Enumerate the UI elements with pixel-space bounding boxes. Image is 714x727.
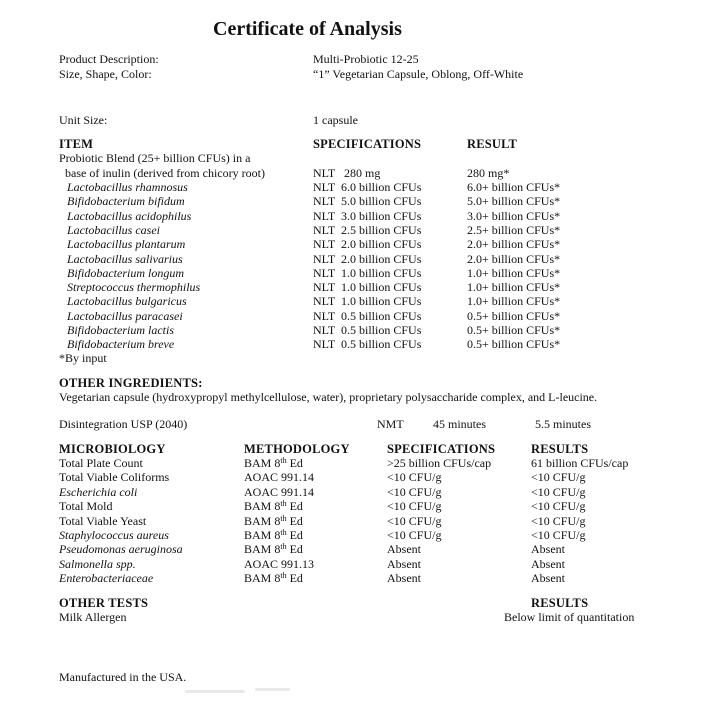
other-tests-results-header: RESULTS	[531, 596, 589, 610]
micro-test-name: Enterobacteriaceae	[59, 571, 154, 585]
edition-superscript: th	[280, 499, 287, 508]
unit-size-label: Unit Size:	[59, 113, 108, 127]
strain-specification: NLT 2.5 billion CFUs	[313, 223, 422, 237]
scan-smudge	[185, 690, 245, 693]
edition-suffix: Ed	[286, 456, 303, 470]
blend-description-line2: base of inulin (derived from chicory root)	[65, 166, 265, 180]
micro-test-name: Escherichia coli	[59, 485, 138, 499]
unit-size-value: 1 capsule	[313, 113, 358, 127]
micro-result: 61 billion CFUs/cap	[531, 456, 629, 470]
methodology-name: AOAC 991.14	[244, 470, 315, 484]
item-column-header: ITEM	[59, 137, 94, 151]
edition-suffix: Ed	[286, 571, 303, 585]
strain-specification: NLT 0.5 billion CFUs	[313, 309, 422, 323]
strain-specification: NLT 1.0 billion CFUs	[313, 280, 422, 294]
micro-test-name: Salmonella spp.	[59, 557, 136, 571]
edition-superscript: th	[280, 514, 287, 523]
strain-specification: NLT 1.0 billion CFUs	[313, 266, 422, 280]
methodology-column-header: METHODOLOGY	[244, 442, 350, 456]
strain-specification: NLT 5.0 billion CFUs	[313, 194, 422, 208]
strain-result: 0.5+ billion CFUs*	[467, 323, 561, 337]
blend-result: 280 mg*	[467, 166, 510, 180]
micro-specifications-column-header: SPECIFICATIONS	[387, 442, 496, 456]
other-ingredients-heading: OTHER INGREDIENTS:	[59, 376, 203, 390]
micro-specification: <10 CFU/g	[387, 485, 442, 499]
micro-test-name: Total Viable Yeast	[59, 514, 147, 528]
methodology-name: BAM 8	[244, 456, 281, 470]
strain-result: 2.0+ billion CFUs*	[467, 237, 561, 251]
micro-result: <10 CFU/g	[531, 514, 586, 528]
microbiology-column-header: MICROBIOLOGY	[59, 442, 166, 456]
edition-superscript: th	[280, 456, 287, 465]
strain-name: Lactobacillus paracasei	[67, 309, 183, 323]
micro-specification: Absent	[387, 571, 421, 585]
disintegration-specification: 45 minutes	[433, 417, 486, 431]
strain-name: Bifidobacterium bifidum	[67, 194, 185, 208]
milk-allergen-test: Milk Allergen	[59, 610, 127, 624]
methodology-name: AOAC 991.13	[244, 557, 315, 571]
strain-result: 0.5+ billion CFUs*	[467, 309, 561, 323]
blend-specification: NLT 280 mg	[313, 166, 381, 180]
specifications-column-header: SPECIFICATIONS	[313, 137, 422, 151]
strain-specification: NLT 0.5 billion CFUs	[313, 323, 422, 337]
blend-description-line1: Probiotic Blend (25+ billion CFUs) in a	[59, 151, 251, 165]
strain-result: 2.0+ billion CFUs*	[467, 252, 561, 266]
result-column-header: RESULT	[467, 137, 518, 151]
micro-specification: <10 CFU/g	[387, 470, 442, 484]
strain-specification: NLT 6.0 billion CFUs	[313, 180, 422, 194]
strain-name: Bifidobacterium breve	[67, 337, 175, 351]
micro-methodology	[244, 528, 303, 542]
micro-specification: <10 CFU/g	[387, 528, 442, 542]
edition-superscript: th	[280, 571, 287, 580]
edition-suffix: Ed	[286, 528, 303, 542]
micro-test-name: Staphylococcus aureus	[59, 528, 169, 542]
scan-smudge	[255, 688, 290, 691]
methodology-name: BAM 8	[244, 528, 281, 542]
other-ingredients-text: Vegetarian capsule (hydroxypropyl methylcellulose, water), proprietary polysaccharide complex, and L-leucine.	[59, 390, 598, 404]
edition-suffix: Ed	[286, 542, 303, 556]
strain-name: Bifidobacterium longum	[67, 266, 184, 280]
micro-specification: <10 CFU/g	[387, 514, 442, 528]
micro-result: Absent	[531, 571, 565, 585]
product-description-label: Product Description:	[59, 52, 159, 66]
strain-name: Lactobacillus salivarius	[67, 252, 183, 266]
methodology-name: BAM 8	[244, 571, 281, 585]
micro-test-name: Total Mold	[59, 499, 113, 513]
micro-test-name: Total Viable Coliforms	[59, 470, 170, 484]
micro-methodology	[244, 485, 314, 499]
micro-result: Absent	[531, 557, 565, 571]
strain-name: Lactobacillus casei	[67, 223, 160, 237]
strain-result: 5.0+ billion CFUs*	[467, 194, 561, 208]
strain-specification: NLT 2.0 billion CFUs	[313, 252, 422, 266]
micro-result: <10 CFU/g	[531, 485, 586, 499]
strain-specification: NLT 3.0 billion CFUs	[313, 209, 422, 223]
product-description-value: Multi-Probiotic 12-25	[313, 52, 419, 66]
edition-suffix: Ed	[286, 514, 303, 528]
strain-name: Streptococcus thermophilus	[67, 280, 201, 294]
by-input-footnote: *By input	[59, 351, 107, 365]
strain-result: 2.5+ billion CFUs*	[467, 223, 561, 237]
micro-test-name: Pseudomonas aeruginosa	[59, 542, 183, 556]
milk-allergen-result: Below limit of quantitation	[504, 610, 635, 624]
strain-result: 1.0+ billion CFUs*	[467, 294, 561, 308]
strain-specification: NLT 1.0 billion CFUs	[313, 294, 422, 308]
disintegration-result: 5.5 minutes	[535, 417, 591, 431]
strain-name: Lactobacillus rhamnosus	[67, 180, 188, 194]
micro-methodology	[244, 557, 314, 571]
micro-specification: <10 CFU/g	[387, 499, 442, 513]
strain-specification: NLT 0.5 billion CFUs	[313, 337, 422, 351]
micro-methodology	[244, 470, 314, 484]
micro-result: <10 CFU/g	[531, 528, 586, 542]
disintegration-label: Disintegration USP (2040)	[59, 417, 188, 431]
micro-results-column-header: RESULTS	[531, 442, 589, 456]
strain-name: Lactobacillus plantarum	[67, 237, 186, 251]
methodology-name: AOAC 991.14	[244, 485, 315, 499]
micro-test-name: Total Plate Count	[59, 456, 143, 470]
page-title: Certificate of Analysis	[213, 18, 402, 40]
edition-superscript: th	[280, 542, 287, 551]
strain-name: Lactobacillus acidophilus	[67, 209, 192, 223]
edition-superscript: th	[280, 528, 287, 537]
strain-result: 3.0+ billion CFUs*	[467, 209, 561, 223]
strain-name: Bifidobacterium lactis	[67, 323, 174, 337]
strain-result: 0.5+ billion CFUs*	[467, 337, 561, 351]
micro-result: <10 CFU/g	[531, 470, 586, 484]
strain-name: Lactobacillus bulgaricus	[67, 294, 187, 308]
size-shape-color-label: Size, Shape, Color:	[59, 67, 152, 81]
methodology-name: BAM 8	[244, 542, 281, 556]
other-tests-heading: OTHER TESTS	[59, 596, 149, 610]
strain-result: 1.0+ billion CFUs*	[467, 266, 561, 280]
micro-result: <10 CFU/g	[531, 499, 586, 513]
methodology-name: BAM 8	[244, 514, 281, 528]
micro-methodology	[244, 499, 303, 513]
micro-methodology	[244, 542, 303, 556]
micro-specification: >25 billion CFUs/cap	[387, 456, 492, 470]
micro-methodology	[244, 571, 303, 585]
strain-result: 1.0+ billion CFUs*	[467, 280, 561, 294]
methodology-name: BAM 8	[244, 499, 281, 513]
size-shape-color-value: “1” Vegetarian Capsule, Oblong, Off-White	[313, 67, 524, 81]
edition-suffix: Ed	[286, 499, 303, 513]
micro-methodology	[244, 456, 303, 470]
micro-methodology	[244, 514, 303, 528]
strain-specification: NLT 2.0 billion CFUs	[313, 237, 422, 251]
disintegration-limit: NMT	[377, 417, 404, 431]
manufactured-footer: Manufactured in the USA.	[59, 670, 187, 684]
micro-result: Absent	[531, 542, 565, 556]
micro-specification: Absent	[387, 557, 421, 571]
micro-specification: Absent	[387, 542, 421, 556]
strain-result: 6.0+ billion CFUs*	[467, 180, 561, 194]
